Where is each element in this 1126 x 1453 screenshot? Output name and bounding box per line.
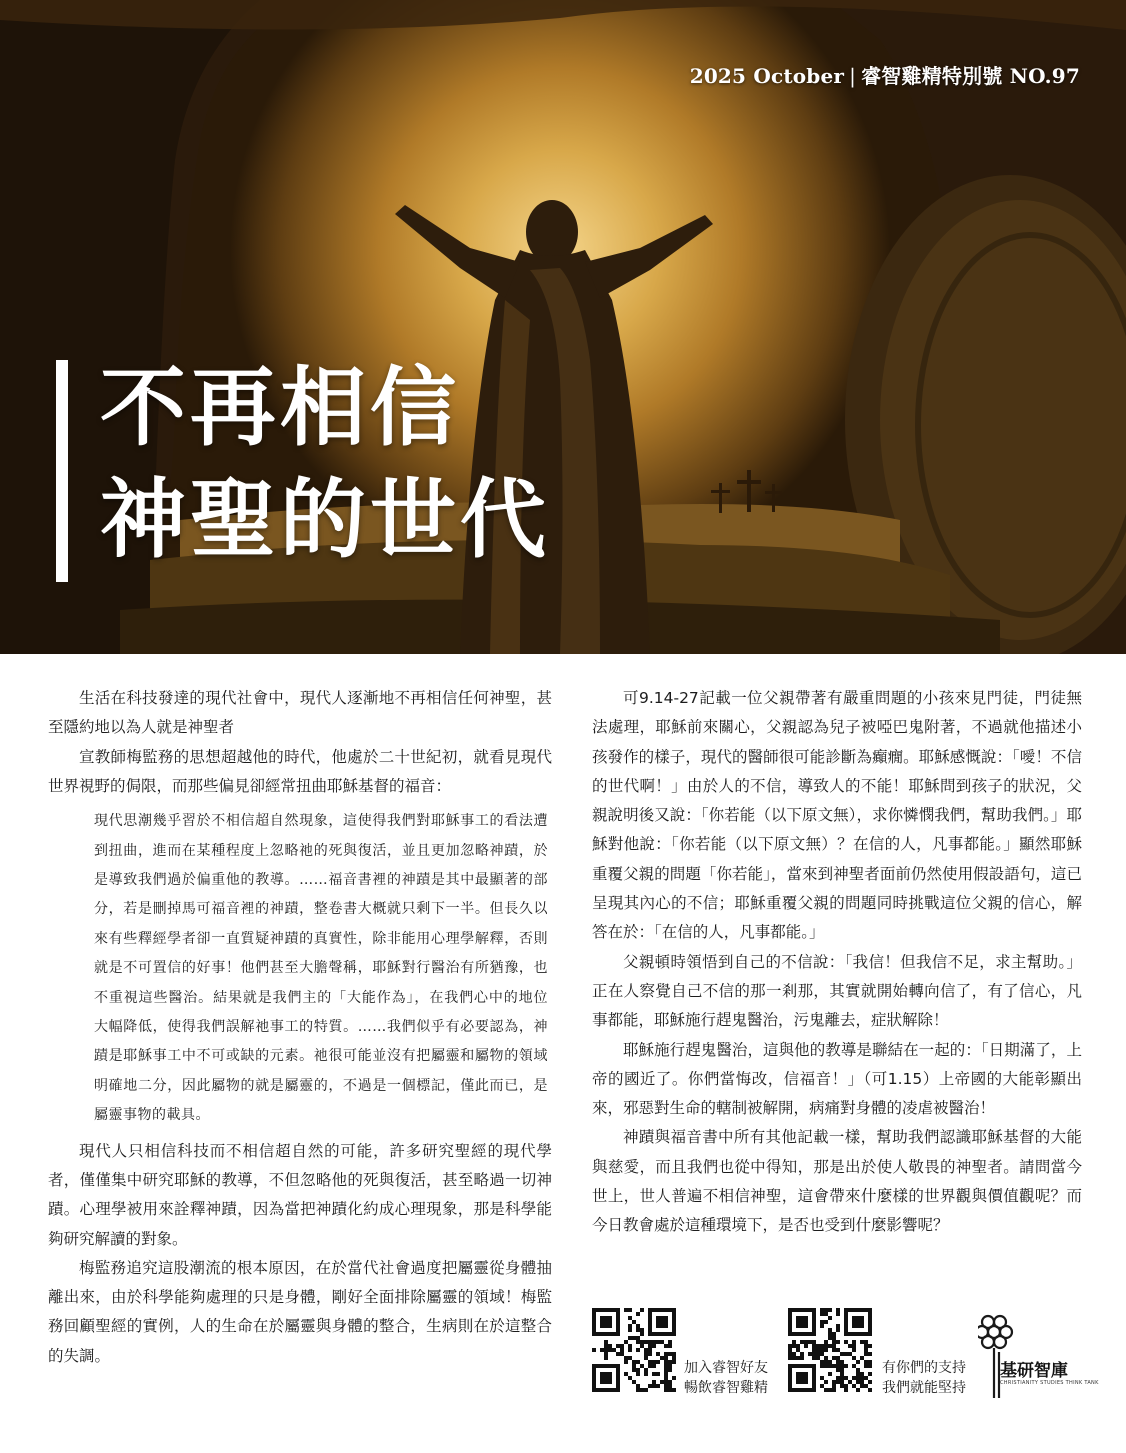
qr-caption-line: 有你們的支持 [882, 1360, 966, 1376]
qr-caption-line: 暢飲睿智雞精 [684, 1380, 768, 1396]
article-paragraph: 宣教師梅監務的思想超越他的時代，他處於二十世紀初，就看見現代世界視野的侷限，而那些偏見卻經常扭曲耶穌基督的福音： [48, 747, 552, 795]
page-title [100, 352, 550, 576]
hero-image [0, 0, 1126, 654]
logo-subtitle: CHRISTIANITY STUDIES THINK TANK [1000, 1380, 1099, 1386]
qr-caption-line: 加入睿智好友 [684, 1360, 768, 1376]
article-paragraph: 耶穌施行趕鬼醫治，這與他的教導是聯結在一起的：「日期滿了，上帝的國近了。你們當悔改，信福音！」（可1.15）上帝國的大能彰顯出來，邪惡對生命的轄制被解開，病痛對身體的凌虐被醫治！ [592, 1040, 1082, 1118]
issue-label: 睿智雞精特別號 NO.97 [861, 64, 1080, 88]
issue-line [690, 60, 1080, 89]
issue-separator: | [849, 64, 857, 88]
logo-name: 基研智庫 [1000, 1361, 1068, 1381]
footer [592, 1308, 1099, 1408]
qr-caption-join [684, 1358, 768, 1398]
issue-date: 2025 October [689, 64, 845, 88]
article-paragraph: 父親頓時領悟到自己的不信說：「我信！但我信不足，求主幫助。」正在人察覺自己不信的那一剎那，其實就開始轉向信了，有了信心，凡事都能，耶穌施行趕鬼醫治，污鬼離去，症狀解除！ [592, 952, 1082, 1030]
title-line-2: 神聖的世代 [100, 469, 550, 570]
article-paragraph: 梅監務追究這股潮流的根本原因，在於當代社會過度把屬靈從身體抽離出來，由於科學能夠處理的只是身體，剛好全面排除屬靈的領域！梅監務回顧聖經的實例，人的生命在於屬靈與身體的整合，生病則在於這整合的失調。 [48, 1258, 552, 1365]
title-line-1: 不再相信 [100, 357, 460, 458]
article-paragraph: 現代人只相信科技而不相信超自然的可能，許多研究聖經的現代學者，僅僅集中研究耶穌的教導，不但忽略他的死與復活，甚至略過一切神蹟。心理學被用來詮釋神蹟，因為當把神蹟化約成心理現象，那是科學能夠研究解讀的對象。 [48, 1141, 552, 1248]
title-accent-bar [56, 360, 68, 582]
article-left-column [48, 684, 552, 1371]
qr-caption-line: 我們就能堅持 [882, 1380, 966, 1396]
article-right-column [592, 684, 1082, 1241]
article-paragraph: 可9.14-27記載一位父親帶著有嚴重問題的小孩來見門徒，門徒無法處理，耶穌前來關心，父親認為兒子被啞巴鬼附著，不過就他描述小孩發作的樣子，現代的醫師很可能診斷為癲癇。耶穌感慨說：「噯！不信的世代啊！」由於人的不信，導致人的不能！耶穌問到孩子的狀況，父親說明後又說：「你若能（以下原文無），求你憐憫我們，幫助我們。」耶穌對他說：「你若能（以下原文無）？在信的人，凡事都能。」顯然耶穌重覆父親的問題「你若能」，當來到神聖者面前仍然使用假設語句，這已呈現其內心的不信；耶穌重覆父親的問題同時挑戰這位父親的信心，解答在於：「在信的人，凡事都能。」 [592, 689, 1082, 942]
block-quote: 現代思潮幾乎習於不相信超自然現象，這使得我們對耶穌事工的看法遭到扭曲，進而在某種程度上忽略祂的死與復活，並且更加忽略神蹟，於是導致我們過於偏重他的教導。……福音書裡的神蹟是其中最顯著的部分，若是刪掉馬可福音裡的神蹟，整卷書大概就只剩下一半。但長久以來有些釋經學者卻一直質疑神蹟的真實性，除非能用心理學解釋，否則就是不可置信的好事！他們甚至大膽聲稱，耶穌對行醫治有所猶豫，也不重視這些醫治。結果就是我們主的「大能作為」，在我們心中的地位大幅降低，使得我們誤解祂事工的特質。……我們似乎有必要認為，神蹟是耶穌事工中不可或缺的元素。祂很可能並沒有把屬靈和屬物的領域明確地二分，因此屬物的就是屬靈的，不過是一個標記，僅此而已，是屬靈事物的載具。 [94, 813, 548, 1124]
article-paragraph: 神蹟與福音書中所有其他記載一樣，幫助我們認識耶穌基督的大能與慈愛，而且我們也從中得知，那是出於使人敬畏的神聖者。請問當今世上，世人普遍不相信神聖，這會帶來什麼樣的世界觀與價值觀呢？而今日教會處於這種環境下，是否也受到什麼影響呢？ [592, 1128, 1082, 1235]
article-paragraph: 生活在科技發達的現代社會中，現代人逐漸地不再相信任何神聖，甚至隱約地以為人就是神聖者 [48, 689, 552, 737]
organization-logo [978, 1312, 1099, 1402]
qr-caption-support [882, 1358, 966, 1398]
line-qr-code-icon[interactable] [592, 1308, 676, 1392]
donate-qr-code-icon[interactable] [788, 1308, 872, 1392]
